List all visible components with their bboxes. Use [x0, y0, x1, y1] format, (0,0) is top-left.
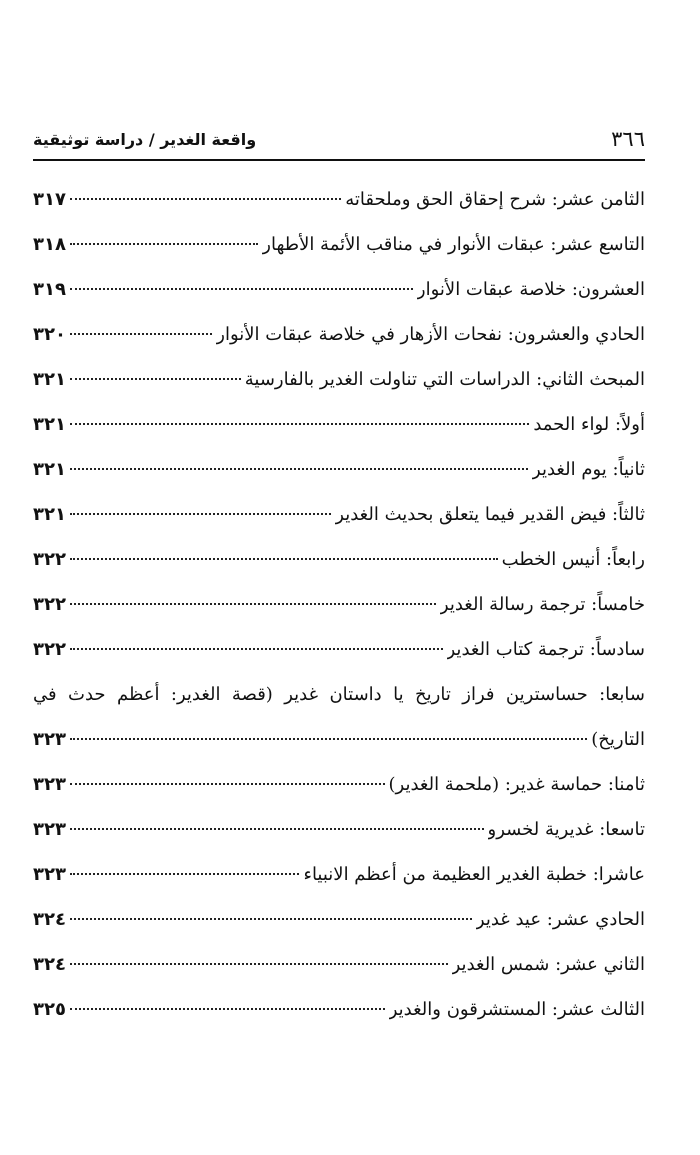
- page-header: [33, 122, 645, 156]
- dot-leader: [70, 378, 241, 380]
- dot-leader: [70, 243, 258, 245]
- toc-entry-title: العشرون: خلاصة عبقات الأنوار: [416, 279, 645, 300]
- dot-leader: [70, 333, 212, 335]
- toc-entry-second-line: [33, 717, 645, 762]
- dot-leader: [70, 603, 436, 605]
- dot-leader: [70, 558, 498, 560]
- toc-entry-page: ٣٢١: [33, 414, 66, 435]
- toc-entry: [33, 762, 645, 807]
- toc-entry: [33, 312, 645, 357]
- toc-entry-page: ٣٢٢: [33, 549, 66, 570]
- dot-leader: [70, 198, 341, 200]
- toc-entry: [33, 177, 645, 222]
- dot-leader: [70, 828, 484, 830]
- toc-entry-title: الحادي عشر: عيد غدير: [475, 909, 645, 930]
- dot-leader: [70, 783, 385, 785]
- toc-entry-title: سادساً: ترجمة كتاب الغدير: [446, 639, 645, 660]
- toc-entry-page: ٣٢٢: [33, 639, 66, 660]
- dot-leader: [70, 513, 331, 515]
- toc-entry-title: التاسع عشر: عبقات الأنوار في مناقب الأئمة الأطهار: [262, 234, 645, 255]
- toc-entry: [33, 582, 645, 627]
- toc-entry-page: ٣٢٤: [33, 954, 66, 975]
- dot-leader: [70, 1008, 385, 1010]
- toc-entry-page: ٣٢٣: [33, 819, 66, 840]
- toc-entry-page: ٣١٨: [33, 234, 66, 255]
- toc-entry-title: الثاني عشر: شمس الغدير: [451, 954, 645, 975]
- toc-entry: [33, 222, 645, 267]
- toc-entry: [33, 537, 645, 582]
- toc-entry-page: ٣٢٥: [33, 999, 66, 1020]
- toc-entry: [33, 942, 645, 987]
- table-of-contents: [33, 177, 645, 1032]
- toc-entry: [33, 897, 645, 942]
- toc-entry-title-line2: التاريخ): [591, 729, 645, 750]
- running-title: واقعة الغدير / دراسة توثيقية: [33, 129, 257, 149]
- toc-entry: [33, 267, 645, 312]
- toc-entry-title: الثامن عشر: شرح إحقاق الحق وملحقاته: [345, 189, 645, 210]
- dot-leader: [70, 423, 529, 425]
- toc-entry-title: عاشرا: خطبة الغدير العظيمة من أعظم الانبياء: [303, 864, 645, 885]
- toc-entry-page: ٣٢٣: [33, 729, 66, 750]
- toc-entry-title: ثامنا: حماسة غدير: (ملحمة الغدير): [388, 774, 645, 795]
- toc-entry-title: تاسعا: غديرية لخسرو: [487, 819, 645, 840]
- toc-entry-page: ٣٢٣: [33, 774, 66, 795]
- toc-entry-title: الثالث عشر: المستشرقون والغدير: [388, 999, 645, 1020]
- dot-leader: [70, 738, 587, 740]
- dot-leader: [70, 918, 472, 920]
- toc-entry-title: خامساً: ترجمة رسالة الغدير: [439, 594, 645, 615]
- toc-entry-page: ٣٢١: [33, 369, 66, 390]
- toc-entry: [33, 492, 645, 537]
- toc-entry-title: ثالثاً: فيض القدير فيما يتعلق بحديث الغدير: [335, 504, 645, 525]
- toc-entry-title: أولاً: لواء الحمد: [533, 414, 645, 435]
- toc-entry-page: ٣٢١: [33, 459, 66, 480]
- toc-entry: [33, 807, 645, 852]
- toc-entry: [33, 402, 645, 447]
- dot-leader: [70, 648, 443, 650]
- toc-entry-title: رابعاً: أنيس الخطب: [501, 549, 645, 570]
- toc-entry-title: ثانياً: يوم الغدير: [532, 459, 645, 480]
- toc-entry-title: المبحث الثاني: الدراسات التي تناولت الغدير بالفارسية: [244, 369, 645, 390]
- toc-entry-title: الحادي والعشرون: نفحات الأزهار في خلاصة عبقات الأنوار: [216, 324, 645, 345]
- toc-entry-page: ٣٢١: [33, 504, 66, 525]
- toc-entry-multiline: [33, 672, 645, 762]
- toc-entry: [33, 852, 645, 897]
- toc-entry-page: ٣١٩: [33, 279, 66, 300]
- dot-leader: [70, 873, 300, 875]
- toc-entry-page: ٣٢٢: [33, 594, 66, 615]
- toc-entry: [33, 627, 645, 672]
- dot-leader: [70, 468, 528, 470]
- page-number: ٣٦٦: [611, 127, 645, 151]
- dot-leader: [70, 288, 413, 290]
- toc-entry-page: ٣٢٠: [33, 324, 66, 345]
- toc-entry: [33, 447, 645, 492]
- dot-leader: [70, 963, 448, 965]
- toc-entry-page: ٣٢٣: [33, 864, 66, 885]
- toc-entry: [33, 357, 645, 402]
- header-rule: [33, 159, 645, 161]
- toc-entry: [33, 987, 645, 1032]
- toc-entry-title-line1: سابعا: حساسترين فراز تاريخ يا داستان غدير (قصة الغدير: أعظم حدث في: [33, 684, 645, 705]
- toc-entry-page: ٣١٧: [33, 189, 66, 210]
- toc-entry-page: ٣٢٤: [33, 909, 66, 930]
